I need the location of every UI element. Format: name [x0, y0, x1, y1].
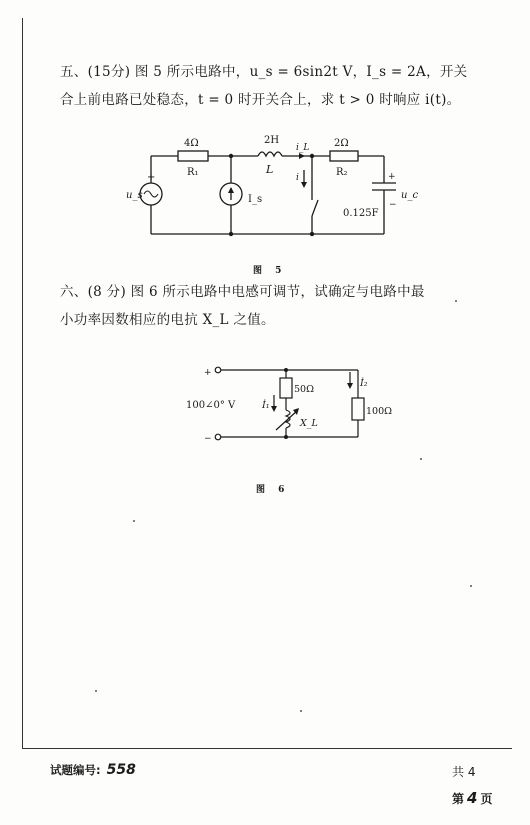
scan-speck: [455, 300, 457, 302]
fig6-i2-label: İ₂: [360, 378, 368, 389]
r1-name: R₁: [187, 167, 199, 178]
page-number: 4: [467, 789, 478, 807]
figure-5-caption: 图 5: [253, 266, 287, 276]
scan-speck: [95, 690, 97, 692]
inductor-name: L: [266, 163, 274, 176]
question-6-line-1: 六、(8 分) 图 6 所示电路中电感可调节，试确定与电路中最: [60, 284, 425, 300]
r2-value: 2Ω: [334, 138, 349, 149]
fig6-xl-label: X_L: [300, 418, 318, 429]
page-label: 第: [452, 792, 465, 806]
cap-value: 0.125F: [343, 208, 379, 219]
fig6-plus: +: [204, 368, 212, 378]
fig6-r50-label: 50Ω: [294, 384, 314, 395]
current-i-label: i: [296, 173, 299, 183]
page-indicator: [452, 789, 492, 807]
cap-voltage-label: u_c: [401, 190, 419, 201]
inductor-value: 2H: [264, 135, 280, 146]
source-us-label: u_s: [126, 190, 143, 201]
fig6-minus: −: [204, 434, 212, 444]
scan-speck: [133, 520, 135, 522]
cap-plus: +: [388, 172, 396, 182]
total-pages: 共 4: [452, 765, 476, 779]
exam-code-label: 试题编号:: [50, 763, 101, 777]
cap-minus: −: [389, 200, 397, 210]
source-is-label: I_s: [248, 194, 263, 205]
page-suffix: 页: [480, 792, 493, 806]
exam-code-value: 558: [106, 762, 136, 778]
page-border-bottom: [22, 748, 512, 749]
question-5-line-2: 合上前电路已处稳态，t = 0 时开关合上，求 t > 0 时响应 i(t)。: [60, 92, 461, 108]
exam-code: [50, 762, 136, 778]
r2-name: R₂: [336, 167, 348, 178]
scan-speck: [470, 585, 472, 587]
r1-value: 4Ω: [184, 138, 199, 149]
figure-6-caption: 图 6: [256, 485, 290, 495]
question-5-line-1: 五、(15分) 图 5 所示电路中，u_s = 6sin2t V，I_s = 2A，开关: [60, 64, 468, 80]
question-6-line-2: 小功率因数相应的电抗 X_L 之值。: [60, 312, 275, 328]
scan-speck: [300, 710, 302, 712]
source-plus: +: [147, 172, 156, 183]
scan-speck: [420, 458, 422, 460]
fig6-i1-label: İ₁: [262, 400, 270, 411]
fig6-source-label: 100∠0° V: [186, 400, 236, 411]
fig6-r100-label: 100Ω: [366, 406, 393, 417]
current-il-label: i_L: [296, 143, 310, 153]
